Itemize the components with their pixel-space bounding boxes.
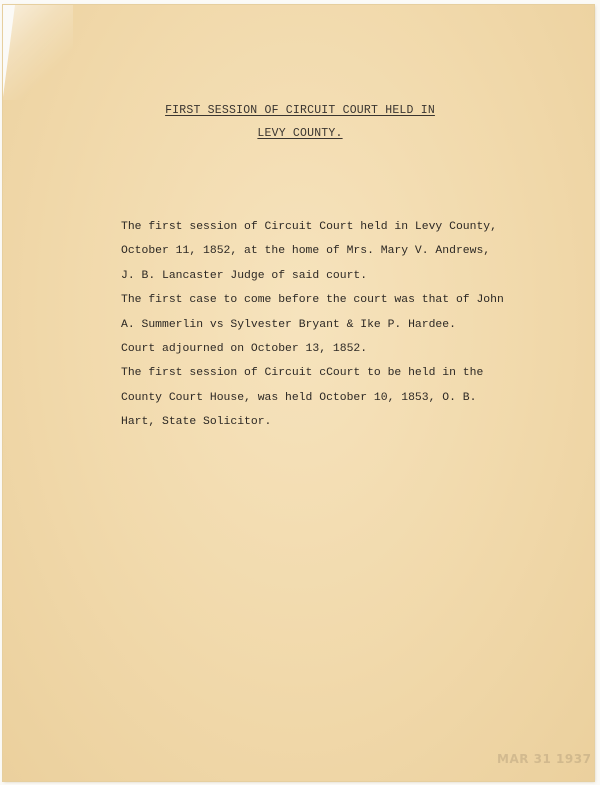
- body-line: October 11, 1852, at the home of Mrs. Mary V. Andrews,: [121, 245, 491, 258]
- document-title-line-1: FIRST SESSION OF CIRCUIT COURT HELD IN: [165, 104, 435, 117]
- document-title-line-2: LEVY COUNTY.: [257, 127, 343, 140]
- body-line: The first case to come before the court was that of John: [121, 294, 504, 307]
- body-line: The first session of Circuit cCourt to be held in the: [121, 367, 484, 380]
- body-line: The first session of Circuit Court held in Levy County,: [121, 221, 497, 233]
- torn-edge: [3, 5, 15, 97]
- document-body: [121, 219, 521, 439]
- body-line: Hart, State Solicitor.: [121, 416, 272, 429]
- body-line: County Court House, was held October 10, 1853, O. B.: [121, 391, 477, 404]
- body-line: J. B. Lancaster Judge of said court.: [121, 269, 368, 282]
- body-line: A. Summerlin vs Sylvester Bryant & Ike P. Hardee.: [121, 318, 456, 331]
- date-stamp: MAR 31 1937: [497, 752, 592, 766]
- body-line: Court adjourned on October 13, 1852.: [121, 342, 368, 355]
